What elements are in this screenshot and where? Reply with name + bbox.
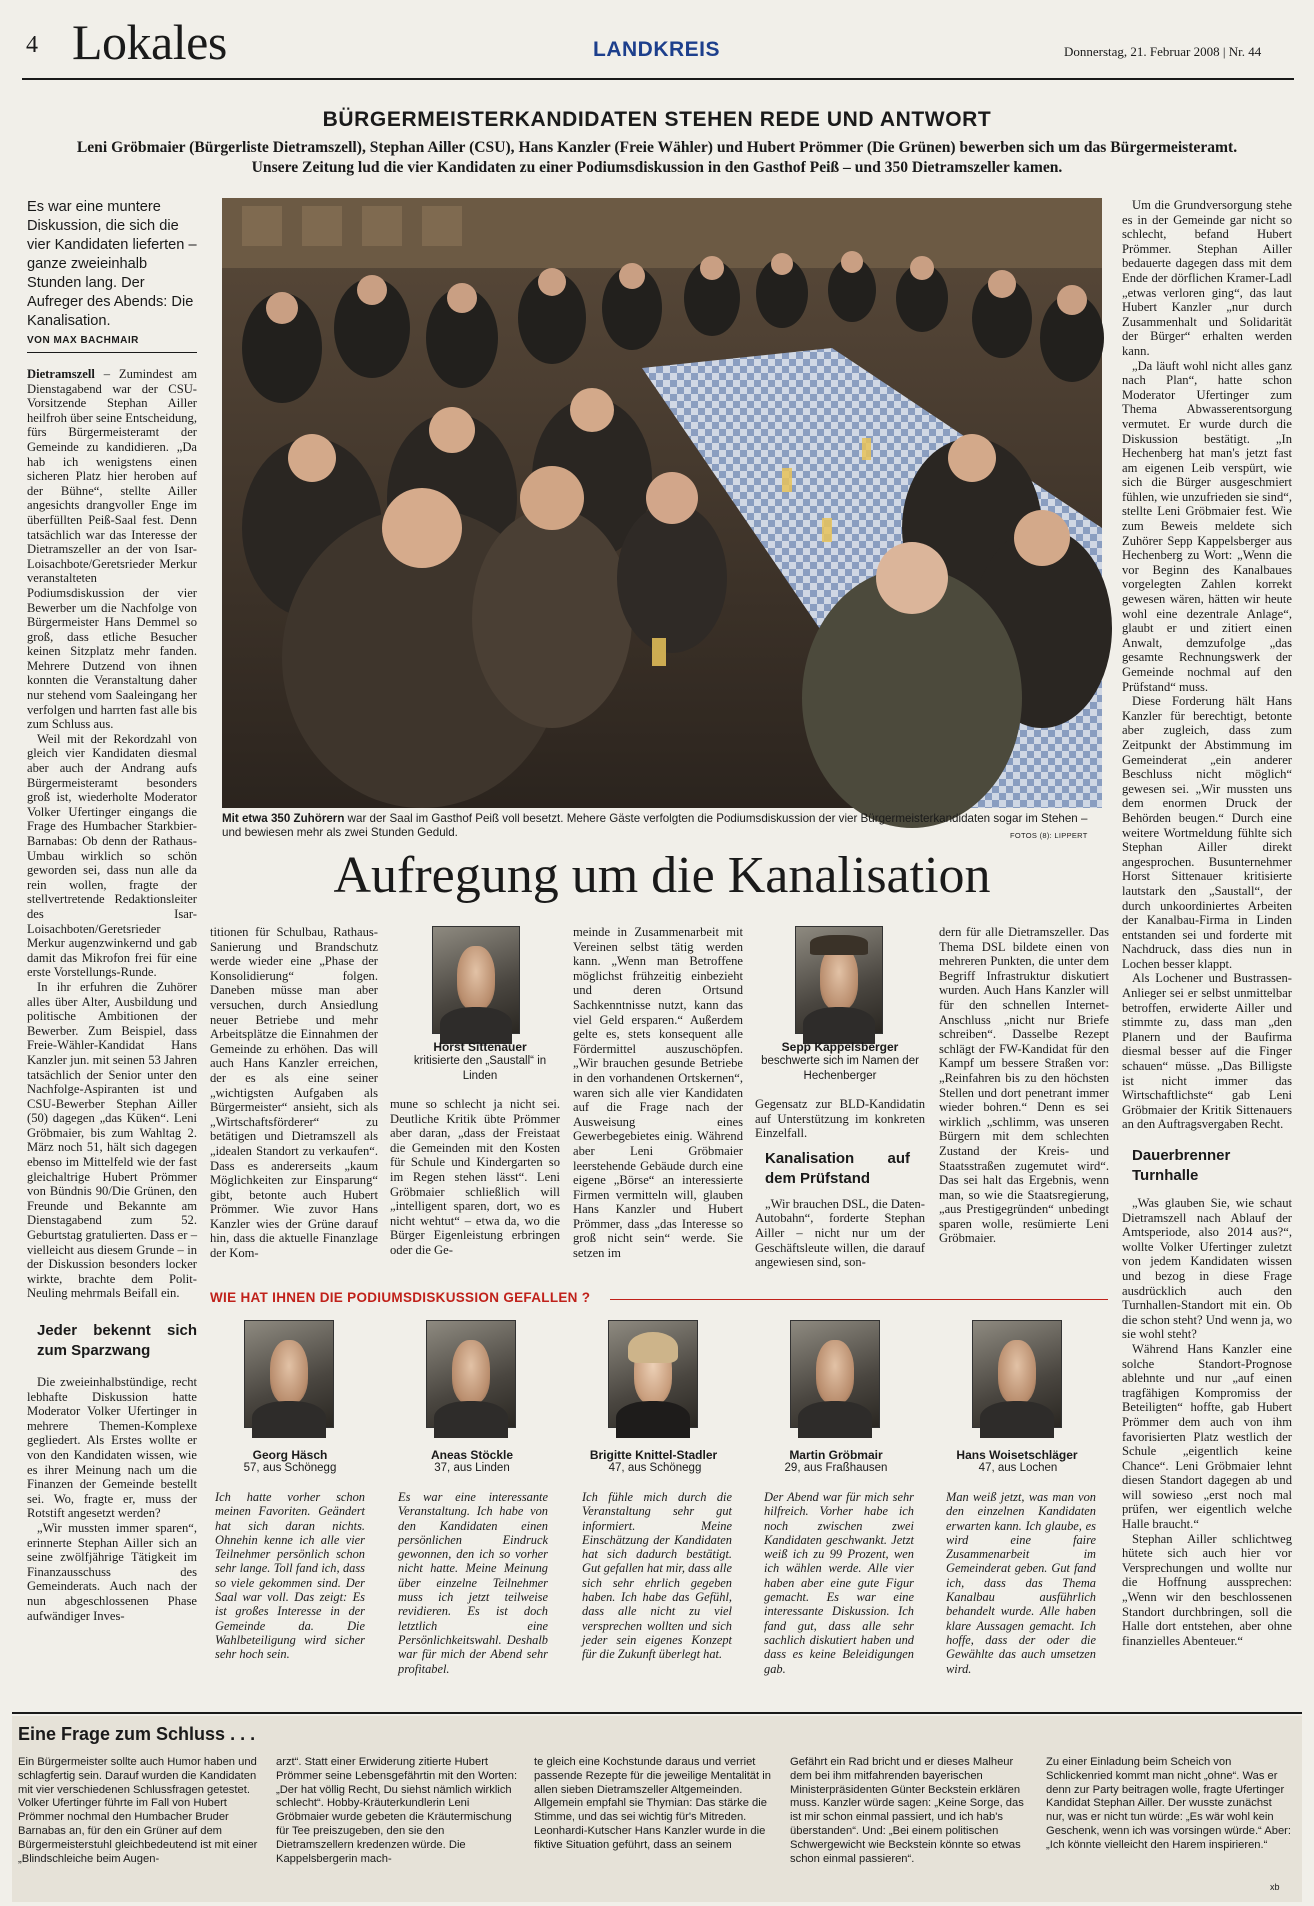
col7-para-5: „Was glauben Sie, wie schaut Dietramszell nach Ablauf der Amtsperiode, also 2014 aus?“, wollte Volker Ufertinger zuletzt von jedem Kandidaten wissen und bezog in diese Frage ausdrücklich auch den Turnhallen-Standort mit ein. Ob die schon steht? Und wenn ja, wo sie wohl steht? [1122, 1196, 1292, 1342]
article-col-2 [210, 925, 378, 1260]
header-rule [22, 78, 1294, 80]
page-number: 4 [26, 32, 38, 58]
martin-groebmair-name: Martin Gröbmair [789, 1448, 883, 1462]
martin-groebmair-info: 29, aus Fraßhausen [784, 1462, 888, 1474]
georg-haesch-info: 57, aus Schönegg [243, 1462, 337, 1474]
georg-haesch-photo [244, 1320, 334, 1428]
photo-caption-lead: Mit etwa 350 Zuhörern [222, 812, 345, 825]
col2-text: titionen für Schulbau, Rathaus-Sanierung und Brandschutz werde wieder eine „Phase der Konsolidierung“ folgen. Daneben müsse man aber versuchen, durch Ansiedlung neuer Betriebe und mehr Arbeitsplätze die Einnahmen der Gemeinde zu erhöhen. Das will auch Hans Kanzler erreichen, der es als eine seiner „wichtigsten Aufgaben als Bürgermeister“ ansieht, sich als „Wirtschaftsförderer“ zu betätigen und Dietramszell als „idealen Standort zu verkaufen“. Dass es andererseits „kaum Möglichkeiten zur Einsparung“ gibt, betonte auch Hubert Prömmer. Wie zuvor Hans Kanzler wies der Grüne darauf hin, dass die aktuelle Finanzlage der Kom- [210, 925, 378, 1261]
region-label: LANDKREIS [593, 38, 721, 61]
footer-col-5: Zu einer Einladung beim Scheich von Schlickenried kommt man nicht „ohne“. Was er denn zur Party beitragen wolle, fragte Ufertinger Kandidat Stephan Ailler. Der wusste zunächst nur, was er nicht tun würde: „Es wär wohl kein Geschenk, wenn ich was vorsingen würde.“ Aber: „Ich könnte vielleicht den Harem inspirieren.“ [1046, 1756, 1292, 1851]
byline-rule [27, 352, 197, 353]
hans-woisetschlaeger-quote: Man weiß jetzt, was man von den einzelnen Kandidaten erwarten kann. Ich glaube, es wird eine faire Zusammenarbeit im Gemeinderat geben. Gut fand ich, dass das Thema Kanalbau ausführlich behandelt wurde. Alle haben klare Aussagen gemacht. Ich hoffe, dass der oder die Gewählte das auch umsetzen wird. [946, 1490, 1096, 1676]
georg-haesch-name: Georg Häsch [252, 1448, 328, 1462]
horst-sittenauer-name: Horst Sittenauer [433, 1040, 527, 1054]
col7-para-2: „Da läuft wohl nicht alles ganz nach Plan“, hatte schon Moderator Ufertinger zum Thema Abwasserentsorgung vermutet. Er wurde durch die Diskussion bestätigt. „In Hechenberg hat man's jetzt fast am eigenen Leib verspürt, wie sich die Bürger ausgeschmiert fühlen, wie unzufrieden sie sind“, stellte Leni Gröbmaier fest. Wie zum Beweis meldete sich Zuhörer Sepp Kappelsberger aus Hechenberg zu Wort: „Wenn die vor Beginn des Kanalbaues vorgelegten Zahlen korrekt gewesen wären, hätten wir heute wohl eine dezentrale Anlage“, glaubt er und zitiert einen Anwalt, demzufolge „das gesamte Rechnungswerk der Gemeinde nochmal auf den Prüfstand“ muss. [1122, 358, 1292, 694]
deck-line-1: Leni Gröbmaier (Bürgerliste Dietramszell), Stephan Ailler (CSU), Hans Kanzler (Freie Wähler) und Hubert Prömmer (Die Grünen) bewerben sich um das Bürgermeisteramt. [76, 139, 1238, 156]
col1-subhead: Jeder bekennt sich zum Sparzwang [37, 1322, 197, 1359]
col1-para-2: Weil mit der Rekordzahl von gleich vier Kandidaten diesmal aber auch der Andrang aufs Bürgermeisteramt besonders groß ist, wiederholte Moderator Volker Ufertinger eingangs die Frage des Humbacher Starkbier-Barnabas: Ob denn der Rathaus-Umbau wirklich so schön geworden sei, dass nun alle da rein wollen, fragte der stellvertretende Redaktionsleiter des Isar-Loisachboten/Geretsrieder Merkur augenzwinkernd und gab damit das Mikrofon frei für eine erste Vorstellungs-Runde. [27, 731, 197, 980]
col7-para-4: Als Lochener und Bustrassen-Anlieger sei er selbst unmittelbar betroffen, erwiderte Ailler und stimmte zu, dass man „den Planern und der Baufirma diesmal besser auf die Finger schauen“ müsse. „Das Billigste ist nicht immer das Wirtschaftlichste“ gab Leni Gröbmaier der Kritik Sittenauers an den Auftragsvergaben Recht. [1122, 971, 1292, 1132]
footer-col-3: te gleich eine Kochstunde daraus und verriet passende Rezepte für die jeweilige Mentalität in allen sieben Dietramszeller Altgemeinden. Allgemein empfahl sie Thymian: Das stärke die Stimme, und das sei wichtig für's Mitreden. Leonhardi-Kutscher Hans Kanzler wurde in die fiktive Situation geführt, dass an seinem [534, 1756, 771, 1851]
martin-groebmair-photo [790, 1320, 880, 1428]
sepp-kappelsberger-name: Sepp Kappelsberger [781, 1040, 899, 1054]
sepp-kappelsberger-caption: beschwerte sich im Namen der Hechenberger [761, 1055, 919, 1082]
article-col-1 [27, 367, 197, 1623]
hans-woisetschlaeger-name: Hans Woisetschläger [956, 1448, 1078, 1462]
headline: Aufregung um die Kanalisation [333, 847, 991, 904]
col5-text-2: „Wir brauchen DSL, die Daten-Autobahn“, forderte Stephan Ailler – nicht nur um der Geschäftsleute willen, die darauf angewiesen sind, son- [755, 1196, 925, 1270]
aneas-stoeckle-name: Aneas Stöckle [430, 1448, 514, 1462]
brigitte-knittel-stadler-quote: Ich fühle mich durch die Veranstaltung sehr gut informiert. Meine Einschätzung der Kandidaten hat sich dadurch bestätigt. Gut gefallen hat mir, dass alle sich sehr ehrlich gegeben haben. Ich habe das Gefühl, dass alle nicht zu viel versprechen wollten und sich jeder sein eigenes Konzept für die Zukunft überlegt hat. [582, 1490, 732, 1662]
photo-caption [222, 812, 1102, 840]
survey-title: WIE HAT IHNEN DIE PODIUMSDISKUSSION GEFALLEN ? [210, 1290, 591, 1305]
audience-photo-drawing [222, 198, 1102, 808]
col7-para-7: Stephan Ailler schlichtweg hütete sich auch hier vor Versprechungen und wollte nur die Hoffnung aussprechen: „Wenn wir den beschlossenen Standort durchbringen, soll die Halle dort entstehen, aber ohne finanzielles Abenteuer.“ [1122, 1531, 1292, 1648]
brigitte-knittel-stadler-photo [608, 1320, 698, 1428]
hans-woisetschlaeger-info: 47, aus Lochen [978, 1462, 1058, 1474]
footer-col-1: Ein Bürgermeister sollte auch Humor haben und schlagfertig sein. Darauf wurden die Kandidaten mit vier verschiedenen Schlussfragen getestet. Volker Ufertinger führte im Fall von Hubert Prömmer nochmal den Humbacher Bruder Barnabas an, für den ein Grüner auf dem Bürgermeisterstuhl gleichbedeutend ist mit einer „Blindschleiche beim Augen- [18, 1756, 258, 1865]
photo-caption-text: war der Saal im Gasthof Peiß voll besetzt. Mehere Gäste verfolgten die Podiumsdiskussion der vier Bürgermeisterkandidaten sogar im Stehen – und bewiesen mehr als zwei Stunden Geduld. [222, 812, 1088, 839]
horst-sittenauer-photo [432, 926, 520, 1034]
survey-title-rule [610, 1299, 1108, 1300]
audience-photo [222, 198, 1102, 808]
col1-para-3: In ihr erfuhren die Zuhörer alles über Alter, Ausbildung und politische Ambitionen der Bewerber. Zum Beispiel, dass Freie-Wähler-Kandidat Hans Kanzler jun. mit seinen 53 Jahren tatsächlich der Senior unter den Nachfolge-Aspiranten ist und CSU-Bewerber Stephan Ailler (50) dagegen „das Küken“. Leni Gröbmaier, bis zum Wahltag 2. März noch 51, hält sich dagegen ebenso im Mittelfeld wie der fast gleichaltrige Hubert Prömmer von Bündnis 90/Die Grünen, den Freunde und Bekannte am Dienstagabend zum 52. Geburtstag gratulierten. Dass er – vielleicht aus diesem Grunde – in der Diskussion besonders locker wirkte, brachte dem Polit-Neuling mehrmals Beifall ein. [27, 979, 197, 1301]
footer-col-2: arzt“. Statt einer Erwiderung zitierte Hubert Prömmer seine Lebensgefährtin mit den Worten: „Der hat völlig Recht, Du siehst nämlich wirklich schlecht“. Hobby-Kräuterkundlerin Leni Gröbmaier wurde gebeten die Kräutermischung für Tee preiszugeben, den sie den Dietramszellern kredenzen würde. Die Kappelsbergerin mach- [276, 1756, 518, 1865]
article-col-4 [573, 925, 743, 1260]
col7-para-3: Diese Forderung hält Hans Kanzler für berechtigt, betonte aber zugleich, dass zum Zeitpunkt der Abstimmung im Gemeinderat „ein anderer Beschluss nicht möglich“ gewesen sei. „Wir mussten uns dem enormen Druck der Behörden beugen.“ Durch eine weitere Wortmeldung fühlte sich Stephan Ailler direkt angesprochen. Busunternehmer Horst Sittenauer kritisierte lautstark den „Saustall“, der durch unkoordiniertes Arbeiten der Kanalbau-Firma in Linden entstanden sei und forderte mit Nachdruck, dass dies nun in Lochen besser klappt. [1122, 694, 1292, 971]
horst-sittenauer-caption: kritisierte den „Saustall“ in Linden [413, 1055, 547, 1082]
martin-groebmair-quote: Der Abend war für mich sehr hilfreich. Vorher habe ich noch zwischen zwei Kandidaten geschwankt. Jetzt weiß ich zu 99 Prozent, wen ich wählen werde. Alle vier haben aber eine gute Figur gemacht. Es war eine interessante Diskussion. Ich fand gut, dass alle sehr sachlich diskutiert haben und dass es keine Beleidigungen gab. [764, 1490, 914, 1676]
brigitte-knittel-stadler-name: Brigitte Knittel-Stadler [589, 1448, 718, 1462]
deck [20, 138, 1294, 178]
col1-para-5: „Wir mussten immer sparen“, erinnerte Stephan Ailler sich an seine zwölfjährige Tätigkeit im Finanzausschuss des Gemeinderats. Auch nach der nun abgeschlossenen Phase aufwändiger Inves- [27, 1520, 197, 1623]
dateline: Donnerstag, 21. Februar 2008 | Nr. 44 [1064, 44, 1262, 59]
col7-para-1: Um die Grundversorgung stehe es in der Gemeinde gar nicht so schlecht, befand Hubert Prömmer. Stephan Ailler bedauerte dagegen dass mit dem Ende der dörflichen Kramer-Ladl „etwas verloren ging“, das laut Hubert Kanzler „nur durch Zusammenhalt und Solidarität der Bürger“ erhalten werden kann. [1122, 198, 1292, 358]
col1-para-4: Die zweieinhalbstündige, recht lebhafte Diskussion hatte Moderator Volker Ufertinger in mehrere Themen-Komplexe gegliedert. Als Erstes wollte er von den Kandidaten wissen, wie es ihrer Meinung nach um die Finanzen der Gemeinde bestellt sei. Wo, fragte er, muss der Rotstift angesetzt werden? [27, 1375, 197, 1521]
col6-text: dern für alle Dietramszeller. Das Thema DSL bildete einen von mehreren Punkten, die unter dem Begriff Infrastruktur diskutiert wurden. Auch Hans Kanzler will für den schnellen Internet-Anschluss „nicht nur Briefe schreiben“. Dasselbe Rezept schlägt der FW-Kandidat für den Kampf um bessere Straßen vor: „Reinfahren bis zu den höchsten Stellen und dort penetrant immer wieder bohren.“ Denn es sei wirklich „schlimm, was unseren Bürgern mit dem schlechten Zustand der Kreis- und Staatsstraßen zugemutet wird“. Das sei halt das Ergebnis, wenn man, so wie die Staatsregierung, „aus Prestigegründen“ unbedingt sparen wolle, resümierte Leni Gröbmaier. [939, 925, 1109, 1246]
hans-woisetschlaeger-photo [972, 1320, 1062, 1428]
col5-subhead: Kanalisation auf dem Prüfstand [765, 1149, 910, 1187]
article-col-7 [1122, 198, 1292, 1703]
col7-para-6: Während Hans Kanzler eine solche Standort-Prognose ablehnte und nur „auf einen tragfähigen Kompromiss der Beteiligten“ hoffte, gab Hubert Prömmer dem auch von ihm favorisierten Platz westlich der Schule „eigentlich keine Chance“. Leni Gröbmaier lehnt diesen Standort dagegen ab und will sowieso „erst noch mal prüfen, wer eigentlich welche Halle braucht.“ [1122, 1341, 1292, 1532]
intro-text: Es war eine muntere Diskussion, die sich die vier Kandidaten lieferten – ganze zweieinhalb Stunden lang. Der Aufreger des Abends: Die Kanalisation. [27, 199, 197, 329]
footer-title: Eine Frage zum Schluss . . . [18, 1724, 256, 1744]
col1-dateline: Dietramszell [27, 367, 95, 381]
col1-para-1 [27, 367, 197, 732]
kicker: BÜRGERMEISTERKANDIDATEN STEHEN REDE UND ANTWORT [322, 108, 992, 131]
byline: VON MAX BACHMAIR [27, 335, 139, 346]
article-col-6 [939, 925, 1109, 1260]
aneas-stoeckle-quote: Es war eine interessante Veranstaltung. Ich habe von den Kandidaten einen persönlichen Eindruck gewonnen, den ich so vorher nicht hatte. Meine Meinung über einzelne Teilnehmer muss ich jetzt teilweise revidieren. Es ist doch letztlich eine Persönlichkeitswahl. Deshalb war für mich der Abend sehr profitabel. [398, 1490, 548, 1676]
article-col-5 [755, 1097, 925, 1270]
aneas-stoeckle-photo [426, 1320, 516, 1428]
deck-line-2: Unsere Zeitung lud die vier Kandidaten zu einer Podiumsdiskussion in den Gasthof Peiß – und 350 Dietramszeller kamen. [251, 159, 1063, 176]
brigitte-knittel-stadler-info: 47, aus Schönegg [608, 1462, 702, 1474]
col1-para-1-text: – Zumindest am Dienstagabend war der CSU-Vorsitzende Stephan Ailler heilfroh über seine Entscheidung, fürs Bürgermeisteramt der Gemeinde zu kandidieren. „Da hab ich wenigstens einen sicheren Platz hier heroben auf der Bühne“, stellte Ailler angesichts drangvoller Enge im überfüllten Peiß-Saal fest. Denn tatsächlich war das Interesse der Dietramszeller an der von Isar-Loisachbote/Geretsrieder Merkur veranstalteten Podiumsdiskussion der vier Bewerber um die Nachfolge von Bürgermeister Hans Demmel so groß, dass etliche Besucher keinen Sitzplatz mehr fanden. Mehrere Dutzend von ihnen konnten die Veranstaltung daher nur stehend vom Saaleingang her verfolgen und harrten fast alle bis zum Schluss aus. [27, 367, 197, 732]
georg-haesch-quote: Ich hatte vorher schon meinen Favoriten. Geändert hat sich daran nichts. Ohnehin kenne ich alle vier Teilnehmer persönlich schon sehr lange. Toll fand ich, dass so viele gekommen sind. Der Saal war voll. Das zeigt: Es ist großes Interesse in der Gemeinde da. Die Wahlbeteiligung wird sicher sehr hoch sein. [215, 1490, 365, 1662]
col5-text: Gegensatz zur BLD-Kandidatin auf Unterstützung im konkreten Einzelfall. [755, 1097, 925, 1141]
footer-col-4: Gefährt ein Rad bricht und er dieses Malheur dem bei ihm mitfahrenden bayerischen Ministerpräsidenten Günter Beckstein erklären muss. Kanzler würde sagen: „Keine Sorge, das ist mir schon einmal passiert, und ich hab's überstanden“. Und: „Bei einem politischen Schwergewicht wie Beckstein könnte so etwas schon einmal passieren“. [790, 1756, 1024, 1865]
col4-text: meinde in Zusammenarbeit mit Vereinen selbst tätig werden kann. „Wenn man Betroffene möglichst frühzeitig einbezieht und deren Ortsund Sachkenntnisse nutzt, kann das viel Geld ersparen.“ Außerdem gelte es, stets konsequent alle Fördermittel auszuschöpfen. „Wir brauchen gesunde Betriebe in den vorhandenen Ortskernen“, waren sich alle vier Kandidaten auf die Frage nach der Ausweisung eines Gewerbegebietes einig. Während aber Leni Gröbmaier leerstehende Gebäude durch eine eigene „Börse“ an interessierte Firmen vermitteln will, glauben Hans Kanzler und Hubert Prömmer, dass „das Interesse so groß nicht sein“ werde. Sie setzen im [573, 925, 743, 1261]
article-col-3 [390, 1097, 560, 1262]
col3-text: mune so schlecht ja nicht sei. Deutliche Kritik übte Prömmer aber daran, „dass der Freistaat die Gemeinden mit den Kosten für Schule und Kindergarten so im Regen stehen lässt“. Leni Gröbmaier schließlich will „intelligent sparen, dort, wo es nicht wehtut“ – etwa da, wo die Bürger Eigenleistung erbringen oder die Ge- [390, 1097, 560, 1257]
col7-subhead: Dauerbrenner Turnhalle [1132, 1147, 1231, 1184]
aneas-stoeckle-info: 37, aus Linden [434, 1462, 510, 1474]
section-title: Lokales [72, 14, 227, 70]
sepp-kappelsberger-photo [795, 926, 883, 1034]
photo-credit: FOTOS (8): LIPPERT [1010, 831, 1088, 840]
footer-signature: xb [1270, 1882, 1280, 1892]
footer-top-rule [12, 1712, 1302, 1714]
